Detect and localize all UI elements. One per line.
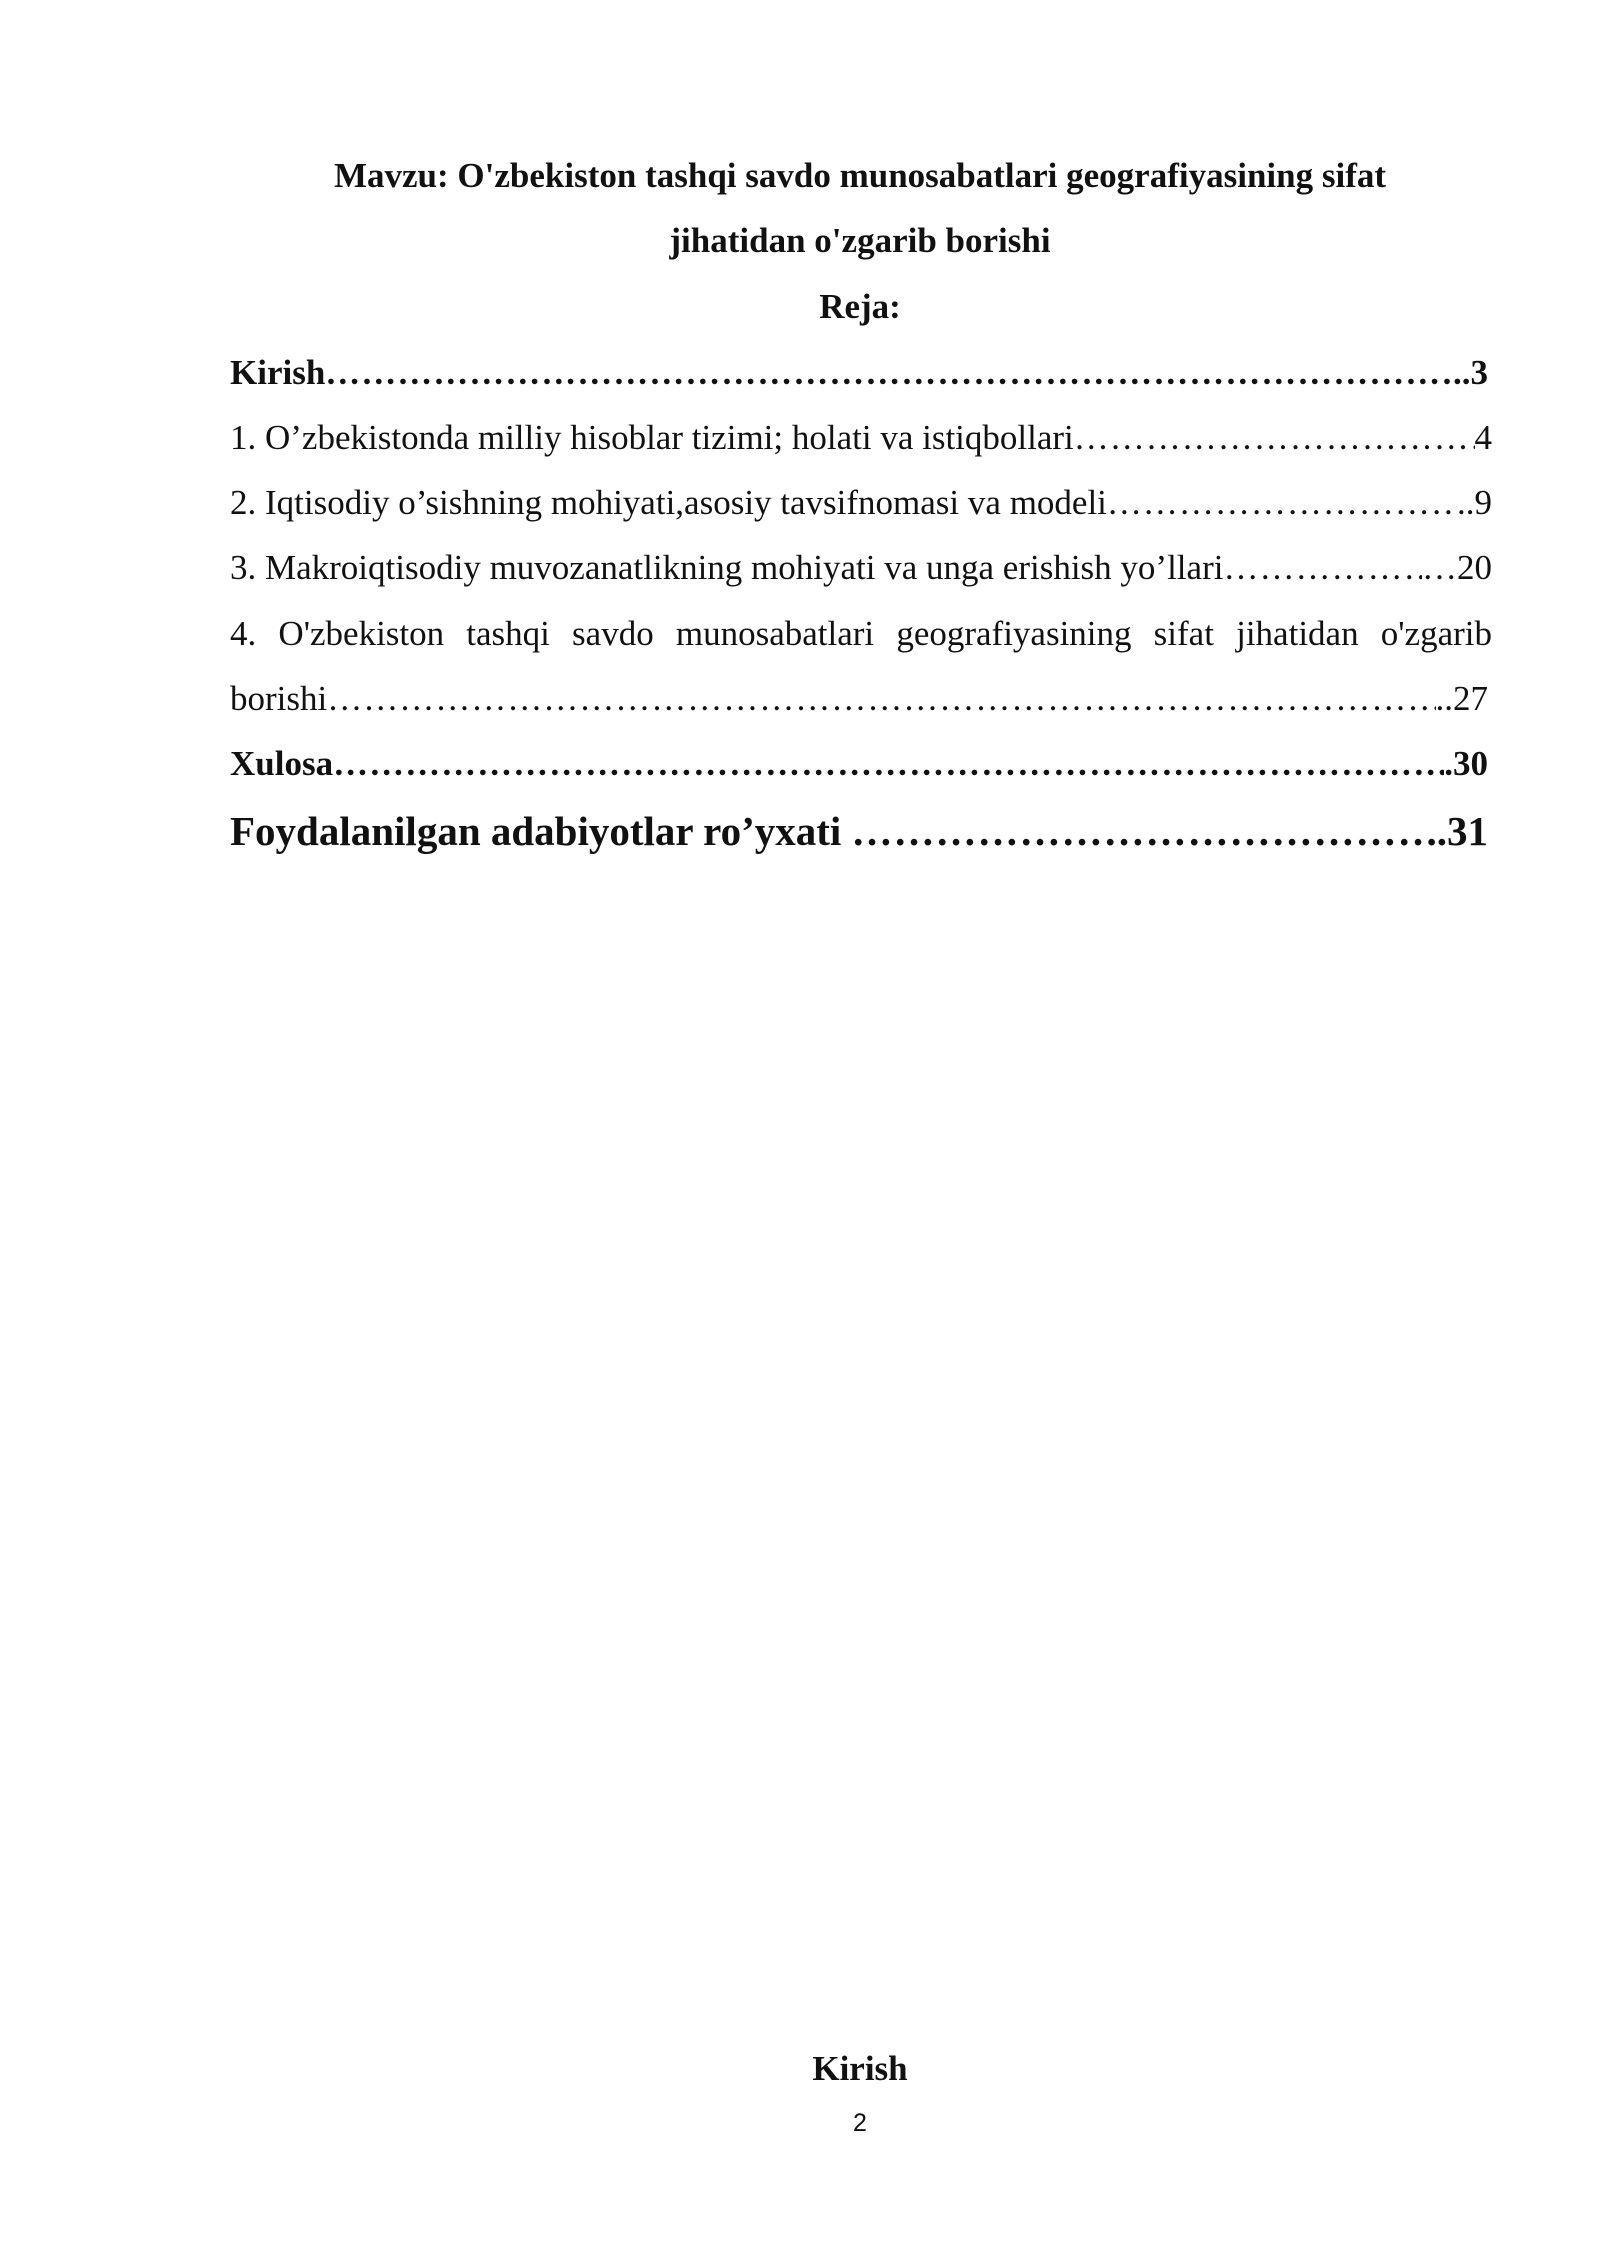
toc-dot-leader (1107, 483, 1457, 523)
toc-entry-4-line-2 (230, 679, 1488, 719)
toc-page-number: …20 (1422, 548, 1492, 587)
toc-page-number: ..9 (1457, 483, 1492, 522)
toc-entry-3 (230, 548, 1492, 588)
topic-title-line-1: Mavzu: O'zbekiston tashqi savdo munosabatlari geografiyasining sifat (333, 156, 1387, 195)
toc-entry-intro (230, 353, 1488, 393)
toc-entry-label: Kirish (230, 353, 326, 392)
toc-entry-4-line-1: 4. O'zbekiston tashqi savdo munosabatlari geografiyasining sifat jihatidan o'zgarib (230, 614, 1492, 653)
toc-entry-label: 1. O’zbekistonda milliy hisoblar tizimi; holati va istiqbollari (230, 418, 1074, 457)
toc-dot-leader (327, 679, 1435, 719)
toc-page-number: 4 (1474, 418, 1492, 457)
toc-entry-label: Xulosa (230, 744, 334, 783)
plan-heading: Reja: (819, 287, 901, 326)
toc-entry-label: 2. Iqtisodiy o’sishning mohiyati,asosiy tavsifnomasi va modeli (230, 483, 1107, 522)
toc-dot-leader (325, 353, 1453, 393)
toc-entry-conclusion (230, 744, 1488, 784)
topic-title-line-2: jihatidan o'zgarib borishi (669, 221, 1051, 260)
toc-dot-leader (1223, 548, 1422, 588)
toc-entry-label: 3. Makroiqtisodiy muvozanatlikning mohiyati va unga erishish yo’llari (230, 548, 1224, 587)
toc-page-number: .30 (1444, 744, 1488, 783)
page-number: 2 (853, 2109, 867, 2137)
toc-dot-leader (1074, 418, 1475, 458)
toc-dot-leader (333, 744, 1444, 784)
toc-entry-2 (230, 483, 1492, 523)
toc-page-number: ..27 (1435, 679, 1488, 718)
toc-dot-leader (852, 808, 1427, 854)
toc-page-number: ..3 (1453, 353, 1488, 392)
toc-page-number: ..31 (1426, 808, 1488, 854)
toc-entry-label: borishi (230, 679, 328, 718)
toc-entry-1 (230, 418, 1492, 458)
toc-entry-label: Foydalanilgan adabiyotlar ro’yxati (230, 808, 852, 854)
toc-entry-references (230, 808, 1488, 854)
next-section-heading: Kirish (812, 2049, 908, 2088)
